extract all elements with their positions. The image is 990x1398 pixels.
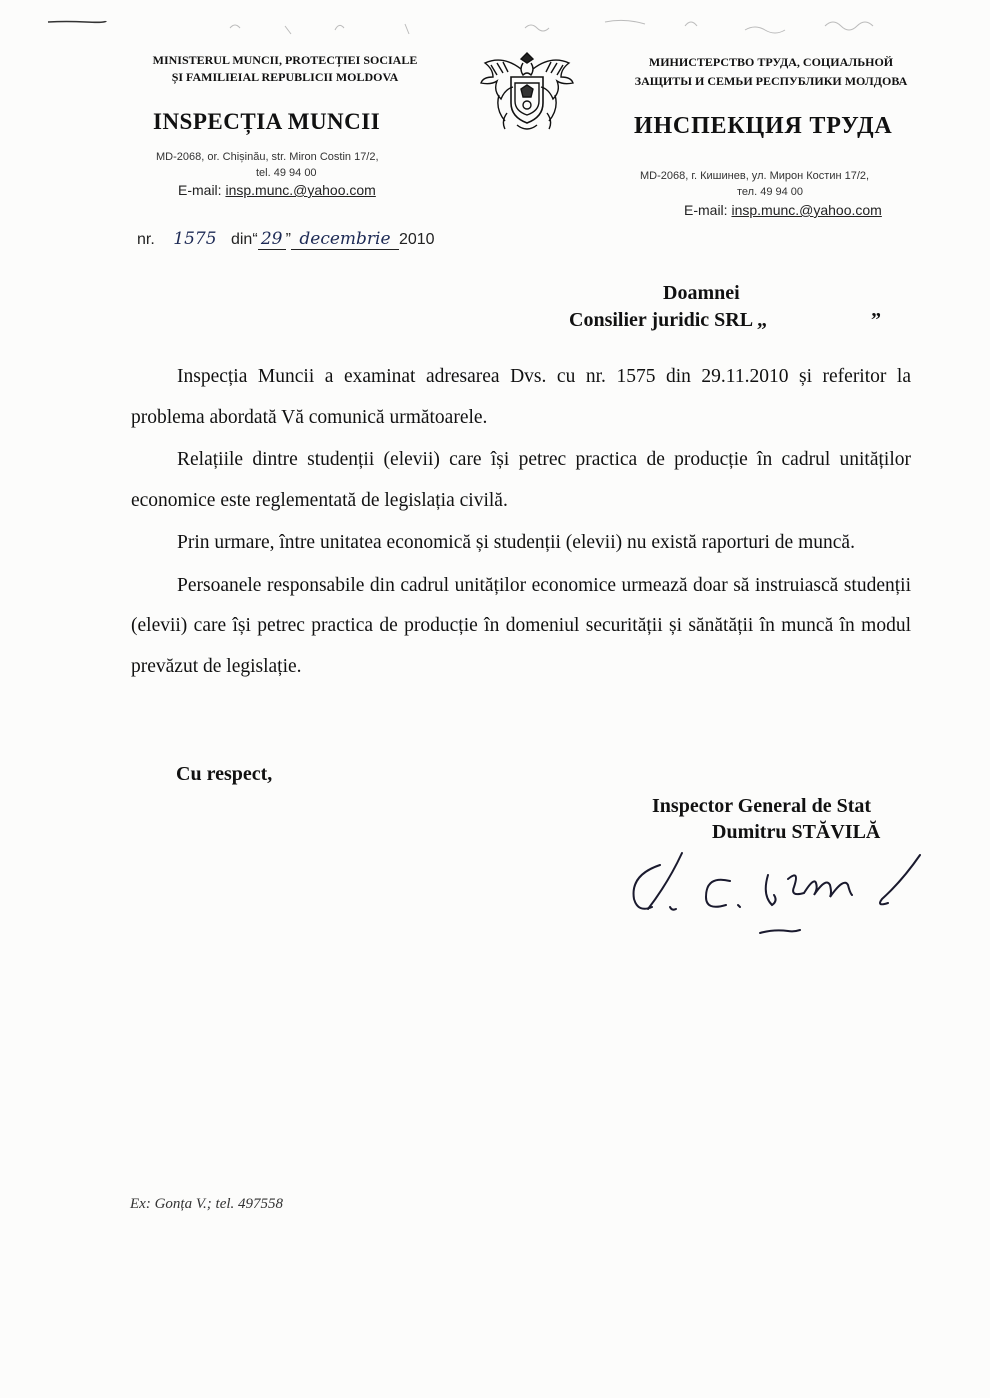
email-label-ru: E-mail: bbox=[684, 202, 728, 218]
email-link-ru[interactable]: insp.munc.@yahoo.com bbox=[731, 202, 882, 218]
body-paragraph: Persoanele responsabile din cadrul unităților economice urmează doar să instruiască studenții (elevii) care își petrec practica de producție în domeniul securității și sănătății în muncă în modul prevăzut de legislație. bbox=[131, 574, 911, 677]
registration-nr-label: nr. bbox=[137, 231, 155, 248]
ministry-ro-line1: MINISTERUL MUNCII, PROTECȚIEI SOCIALE bbox=[152, 53, 418, 67]
handwritten-signature bbox=[620, 835, 960, 945]
recipient-company bbox=[569, 309, 881, 332]
body-paragraph: Relațiile dintre studenții (elevii) care își petrec practica de producție în cadrul unităților economice este reglementată de legislația civilă. bbox=[131, 449, 911, 511]
address-ro: MD-2068, or. Chișinău, str. Miron Costin 17/2, bbox=[156, 151, 379, 163]
executor-contact: Ex: Gonța V.; tel. 497558 bbox=[130, 1196, 284, 1212]
recipient-company-close: ” bbox=[871, 309, 881, 331]
registration-din-label: din bbox=[230, 231, 253, 248]
signer-name: Dumitru STĂVILĂ bbox=[712, 821, 881, 843]
email-label-ro: E-mail: bbox=[178, 182, 222, 198]
body-paragraph: Inspecția Muncii a examinat adresarea Dvs. cu nr. 1575 din 29.11.2010 și referitor la problema abordată Vă comunică următoarele. bbox=[131, 366, 911, 428]
institution-title-ru: ИНСПЕКЦИЯ ТРУДА bbox=[634, 113, 893, 139]
scan-mark bbox=[46, 12, 108, 26]
phone-ru: тел. 49 94 00 bbox=[737, 186, 804, 198]
closing-salutation: Cu respect, bbox=[176, 763, 273, 785]
body-paragraph: Prin urmare, între unitatea economică și studenții (elevii) nu există raporturi de muncă. bbox=[177, 532, 855, 553]
registration-number: 1575 bbox=[173, 229, 217, 249]
close-quote: ” bbox=[285, 231, 291, 248]
email-link-ro[interactable]: insp.munc.@yahoo.com bbox=[225, 182, 376, 198]
letter-body bbox=[131, 357, 911, 687]
ministry-name-ru bbox=[606, 53, 936, 91]
recipient-company-label: Consilier juridic SRL „ bbox=[569, 309, 767, 331]
signer-title: Inspector General de Stat bbox=[652, 795, 872, 817]
recipient-salutation: Doamnei bbox=[663, 282, 740, 304]
ministry-ru-line1: МИНИСТЕРСТВО ТРУДА, СОЦИАЛЬНОЙ bbox=[648, 55, 894, 69]
ministry-name-ro bbox=[120, 52, 450, 86]
faint-handwriting-mark bbox=[225, 8, 925, 48]
registration-day: 29 bbox=[258, 229, 286, 250]
ministry-ru-line2: ЗАЩИТЫ И СЕМЬИ РЕСПУБЛИКИ МОЛДОВА bbox=[634, 74, 908, 88]
phone-ro: tel. 49 94 00 bbox=[256, 167, 317, 179]
registration-line bbox=[137, 229, 435, 250]
address-ru: MD-2068, г. Кишинев, ул. Мирон Костин 17/2, bbox=[640, 170, 870, 182]
open-quote: “ bbox=[252, 231, 258, 248]
email-line-ro bbox=[178, 182, 376, 198]
email-line-ru bbox=[684, 202, 882, 218]
registration-year: 2010 bbox=[398, 231, 435, 248]
registration-month: decembrie bbox=[291, 229, 399, 250]
ministry-ro-line2: ȘI FAMILIEIAL REPUBLICII MOLDOVA bbox=[171, 70, 399, 84]
coat-of-arms-emblem bbox=[477, 43, 577, 135]
institution-title-ro: INSPECȚIA MUNCII bbox=[153, 109, 381, 134]
